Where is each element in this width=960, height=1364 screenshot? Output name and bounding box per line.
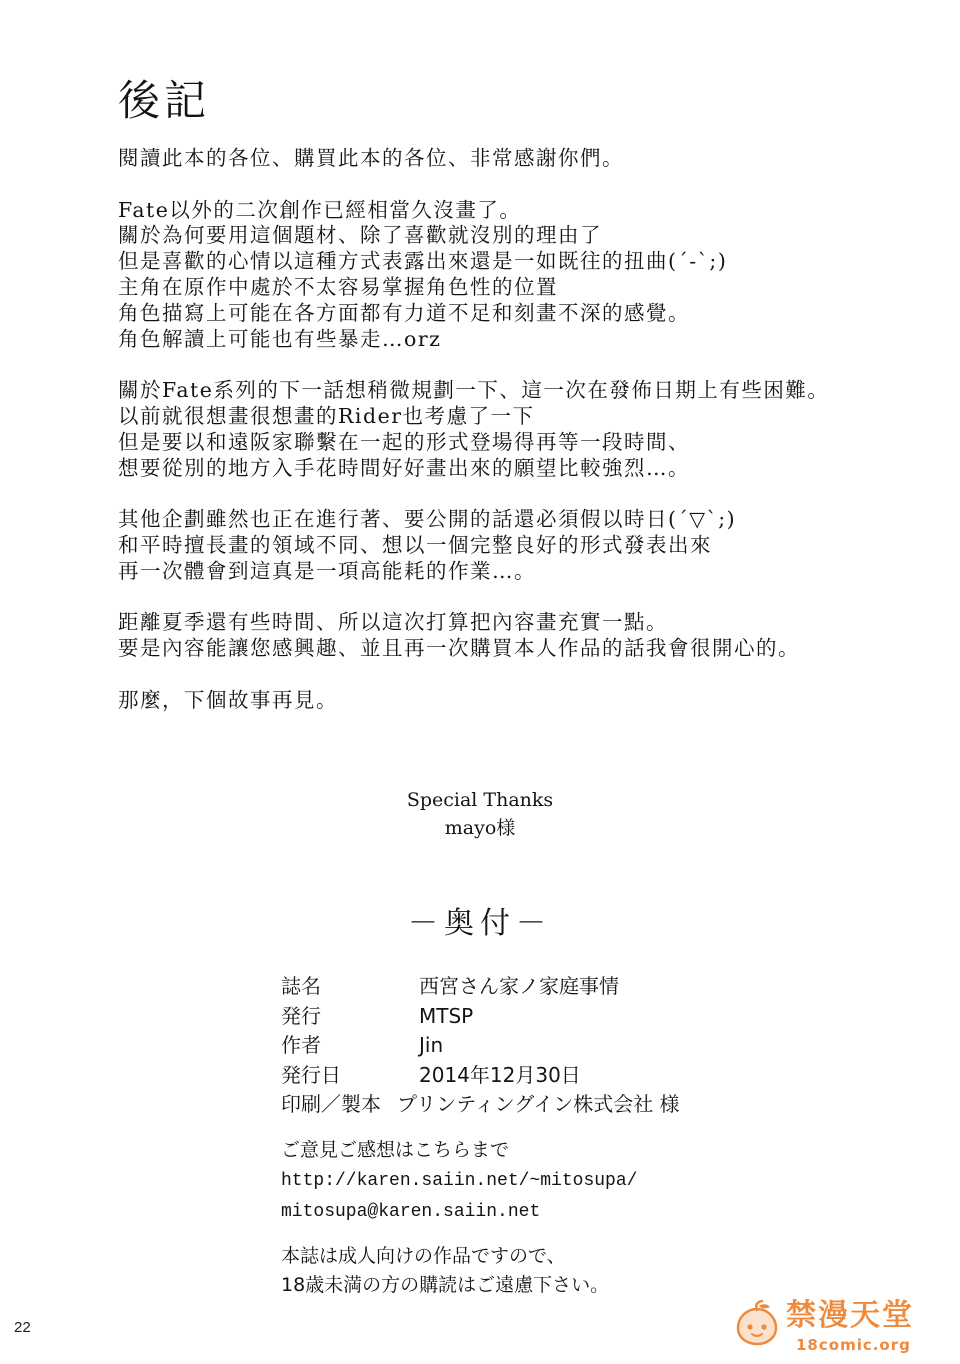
afterword-line: 主角在原作中處於不太容易掌握角色性的位置 — [118, 274, 558, 299]
watermark-title: 禁漫天堂 — [786, 1298, 914, 1333]
contact-block — [281, 1135, 637, 1228]
colophon-value: Jin — [419, 1033, 444, 1057]
colophon-label: 印刷／製本 — [281, 1092, 381, 1116]
contact-url-link[interactable]: http://karen.saiin.net/~mitosupa/ — [281, 1171, 638, 1191]
colophon-label: 発行日 — [281, 1062, 341, 1087]
age-notice-line: 本誌は成人向けの作品ですので、 — [281, 1245, 566, 1267]
afterword-paragraph — [118, 146, 918, 172]
colophon-row-printer — [281, 1090, 680, 1120]
colophon-row-author — [281, 1031, 680, 1061]
afterword-title: 後記 — [118, 76, 211, 125]
colophon-value: 西宮さん家ノ家庭事情 — [419, 974, 619, 998]
age-notice-line: 18歳未満の方の購読はご遠慮下さい。 — [281, 1274, 610, 1296]
afterword-line: Fate以外的二次創作已經相當久沒畫了。 — [118, 197, 522, 222]
special-thanks-heading: Special Thanks — [406, 789, 554, 811]
colophon-row-title — [281, 972, 680, 1002]
colophon-value: プリンティングイン株式会社 様 — [397, 1092, 680, 1116]
afterword-line: 那麼，下個故事再見。 — [118, 687, 338, 712]
afterword-line: 但是要以和遠阪家聯繫在一起的形式登場得再等一段時間、 — [118, 429, 690, 454]
afterword-line: 其他企劃雖然也正在進行著、要公開的話還必須假以時日(´▽`;) — [118, 507, 737, 532]
contact-heading: ご意見ご感想はこちらまで — [281, 1139, 510, 1161]
afterword-line: 閱讀此本的各位、購買此本的各位、非常感謝你們。 — [118, 146, 624, 170]
colophon-value: MTSP — [419, 1003, 474, 1028]
afterword-line: 想要從別的地方入手花時間好好畫出來的願望比較強烈…。 — [118, 455, 690, 480]
colophon-table — [281, 972, 680, 1120]
contact-email-link[interactable]: mitosupa@karen.saiin.net — [281, 1202, 541, 1222]
page-number: 22 — [14, 1319, 31, 1336]
colophon-row-date — [281, 1061, 680, 1091]
afterword-line: 距離夏季還有些時間、所以這次打算把內容畫充實一點。 — [118, 610, 668, 635]
afterword-line: 角色解讀上可能也有些暴走…orz — [118, 326, 442, 351]
colophon-label: 発行 — [281, 1003, 321, 1028]
afterword-line: 和平時擅長畫的領域不同、想以一個完整良好的形式發表出來 — [118, 532, 712, 557]
afterword-paragraph — [118, 688, 918, 714]
peach-character-icon — [734, 1300, 780, 1346]
colophon-row-publisher — [281, 1002, 680, 1032]
site-watermark — [734, 1298, 942, 1358]
watermark-url: 18comic.org — [796, 1336, 911, 1354]
special-thanks-name: mayo様 — [444, 817, 516, 839]
colophon-value: 2014年12月30日 — [419, 1062, 581, 1087]
afterword-line: 但是喜歡的心情以這種方式表露出來還是一如既往的扭曲(´-`;) — [118, 249, 728, 274]
afterword-paragraph — [118, 198, 918, 353]
afterword-line: 以前就很想畫很想畫的Rider也考慮了一下 — [118, 403, 535, 428]
afterword-paragraph — [118, 378, 918, 481]
afterword-body — [118, 146, 918, 739]
age-notice — [281, 1242, 609, 1300]
afterword-paragraph — [118, 610, 918, 662]
colophon-heading: －奥付－ — [408, 906, 552, 941]
colophon-label: 誌名 — [281, 974, 321, 998]
afterword-paragraph — [118, 507, 918, 584]
afterword-line: 再一次體會到這真是一項高能耗的作業…。 — [118, 558, 536, 583]
afterword-line: 角色描寫上可能在各方面都有力道不足和刻畫不深的感覺。 — [118, 300, 690, 325]
afterword-line: 關於Fate系列的下一話想稍微規劃一下、這一次在發佈日期上有些困難。 — [118, 378, 830, 403]
afterword-line: 關於為何要用這個題材、除了喜歡就沒別的理由了 — [118, 223, 602, 248]
colophon-label: 作者 — [281, 1033, 321, 1057]
afterword-line: 要是內容能讓您感興趣、並且再一次購買本人作品的話我會很開心的。 — [118, 636, 800, 661]
